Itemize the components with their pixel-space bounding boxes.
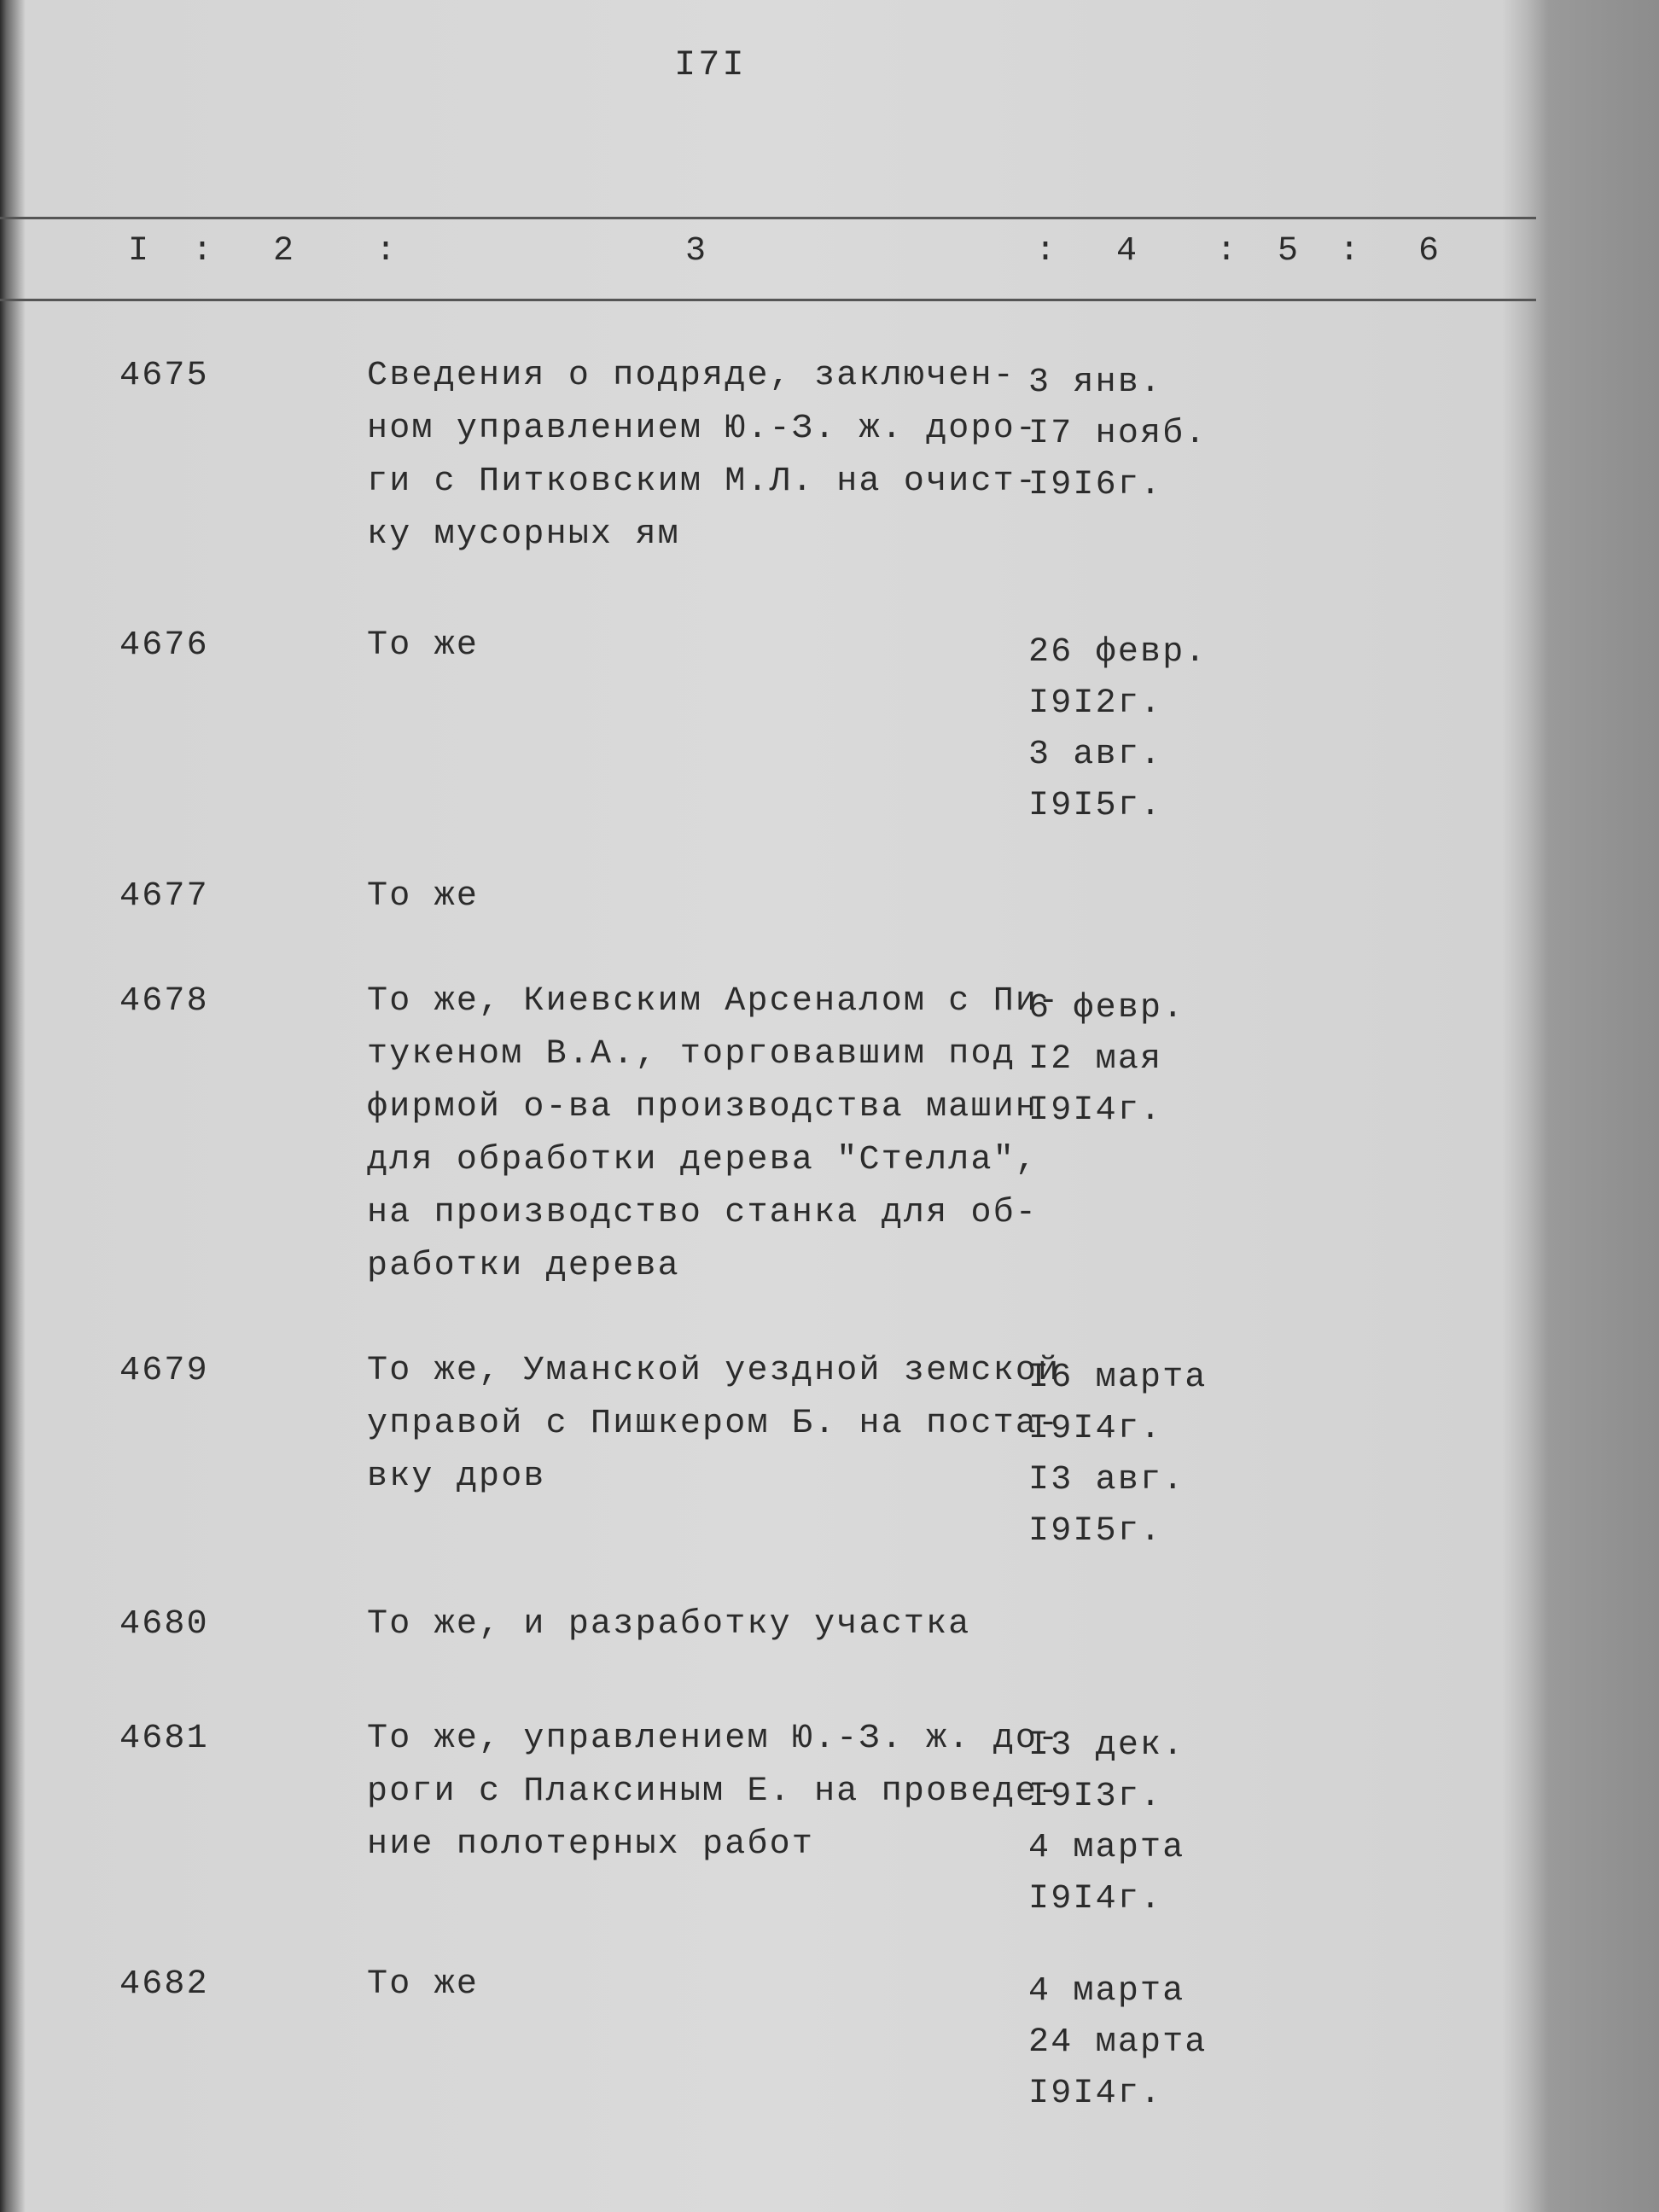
entry-description-line: ние полотерных работ <box>367 1825 815 1864</box>
column-separator: : <box>1035 232 1057 271</box>
entry-description-line: То же, Киевским Арсеналом с Пи- <box>367 982 1061 1021</box>
entry-number: 4679 <box>119 1352 209 1390</box>
entry-date-line: I6 марта <box>1028 1359 1208 1397</box>
entry-number: 4681 <box>119 1720 209 1758</box>
entry-description-line: ном управлением Ю.-З. ж. доро- <box>367 410 1039 448</box>
column-header-1: I <box>128 232 149 271</box>
entry-description-line: То же, Уманской уездной земской <box>367 1352 1061 1390</box>
entry-date-line: I9I3г. <box>1028 1778 1163 1816</box>
entry-description-line: ку мусорных ям <box>367 515 680 554</box>
entry-date-line: I9I4г. <box>1028 1091 1163 1130</box>
entry-description-line: вку дров <box>367 1458 546 1496</box>
page-number: I7I <box>674 44 747 85</box>
entry-description-line: работки дерева <box>367 1247 680 1285</box>
entry-number: 4682 <box>119 1965 209 2004</box>
column-header-4: 4 <box>1116 232 1138 271</box>
column-header-6: 6 <box>1418 232 1440 271</box>
entry-description-line: То же <box>367 626 480 665</box>
entry-description-line: управой с Пишкером Б. на поста- <box>367 1405 1061 1443</box>
entry-date-line: 24 марта <box>1028 2023 1208 2062</box>
entry-date-line: I9I4г. <box>1028 1410 1163 1448</box>
entry-description-line: То же, и разработку участка <box>367 1605 971 1644</box>
column-separator: : <box>1216 232 1237 271</box>
entry-date-line: I9I5г. <box>1028 1512 1163 1551</box>
header-bottom-rule <box>0 299 1536 301</box>
entry-description-line: фирмой о-ва производства машин <box>367 1088 1039 1126</box>
entry-description-line: То же <box>367 1965 480 2004</box>
entry-number: 4676 <box>119 626 209 665</box>
entry-date-line: 26 февр. <box>1028 633 1208 672</box>
column-header-2: 2 <box>273 232 294 271</box>
entry-date-line: I9I6г. <box>1028 466 1163 504</box>
column-separator: : <box>192 232 213 271</box>
entry-number: 4680 <box>119 1605 209 1644</box>
entry-date-line: I9I2г. <box>1028 684 1163 723</box>
entry-description-line: ги с Питковским М.Л. на очист- <box>367 463 1039 501</box>
entry-date-line: 3 авг. <box>1028 736 1163 774</box>
entry-date-line: 4 марта <box>1028 1972 1185 2011</box>
entry-description-line: тукеном В.А., торговавшим под <box>367 1035 1016 1074</box>
entry-number: 4678 <box>119 982 209 1021</box>
column-separator: : <box>1339 232 1360 271</box>
entry-description-line: для обработки дерева "Стелла", <box>367 1141 1039 1179</box>
entry-date-line: I7 нояб. <box>1028 415 1208 453</box>
header-top-rule <box>0 217 1536 219</box>
entry-date-line: I9I4г. <box>1028 2075 1163 2113</box>
entry-date-line: I3 дек. <box>1028 1726 1185 1765</box>
entry-number: 4677 <box>119 877 209 916</box>
entry-description-line: Сведения о подряде, заключен- <box>367 357 1016 395</box>
entry-date-line: I9I4г. <box>1028 1880 1163 1918</box>
column-separator: : <box>375 232 397 271</box>
entry-date-line: I9I5г. <box>1028 787 1163 825</box>
entry-description-line: роги с Плаксиным Е. на проведе- <box>367 1773 1061 1811</box>
entry-description-line: То же <box>367 877 480 916</box>
entry-date-line: I3 авг. <box>1028 1461 1185 1499</box>
entry-date-line: 3 янв. <box>1028 364 1163 402</box>
entry-date-line: 6 февр. <box>1028 989 1185 1027</box>
column-header-3: 3 <box>685 232 707 271</box>
column-header-5: 5 <box>1278 232 1299 271</box>
entry-description-line: То же, управлением Ю.-З. ж. до- <box>367 1720 1061 1758</box>
entry-number: 4675 <box>119 357 209 395</box>
entry-description-line: на производство станка для об- <box>367 1194 1039 1232</box>
entry-date-line: 4 марта <box>1028 1829 1185 1867</box>
entry-date-line: I2 мая <box>1028 1040 1163 1079</box>
